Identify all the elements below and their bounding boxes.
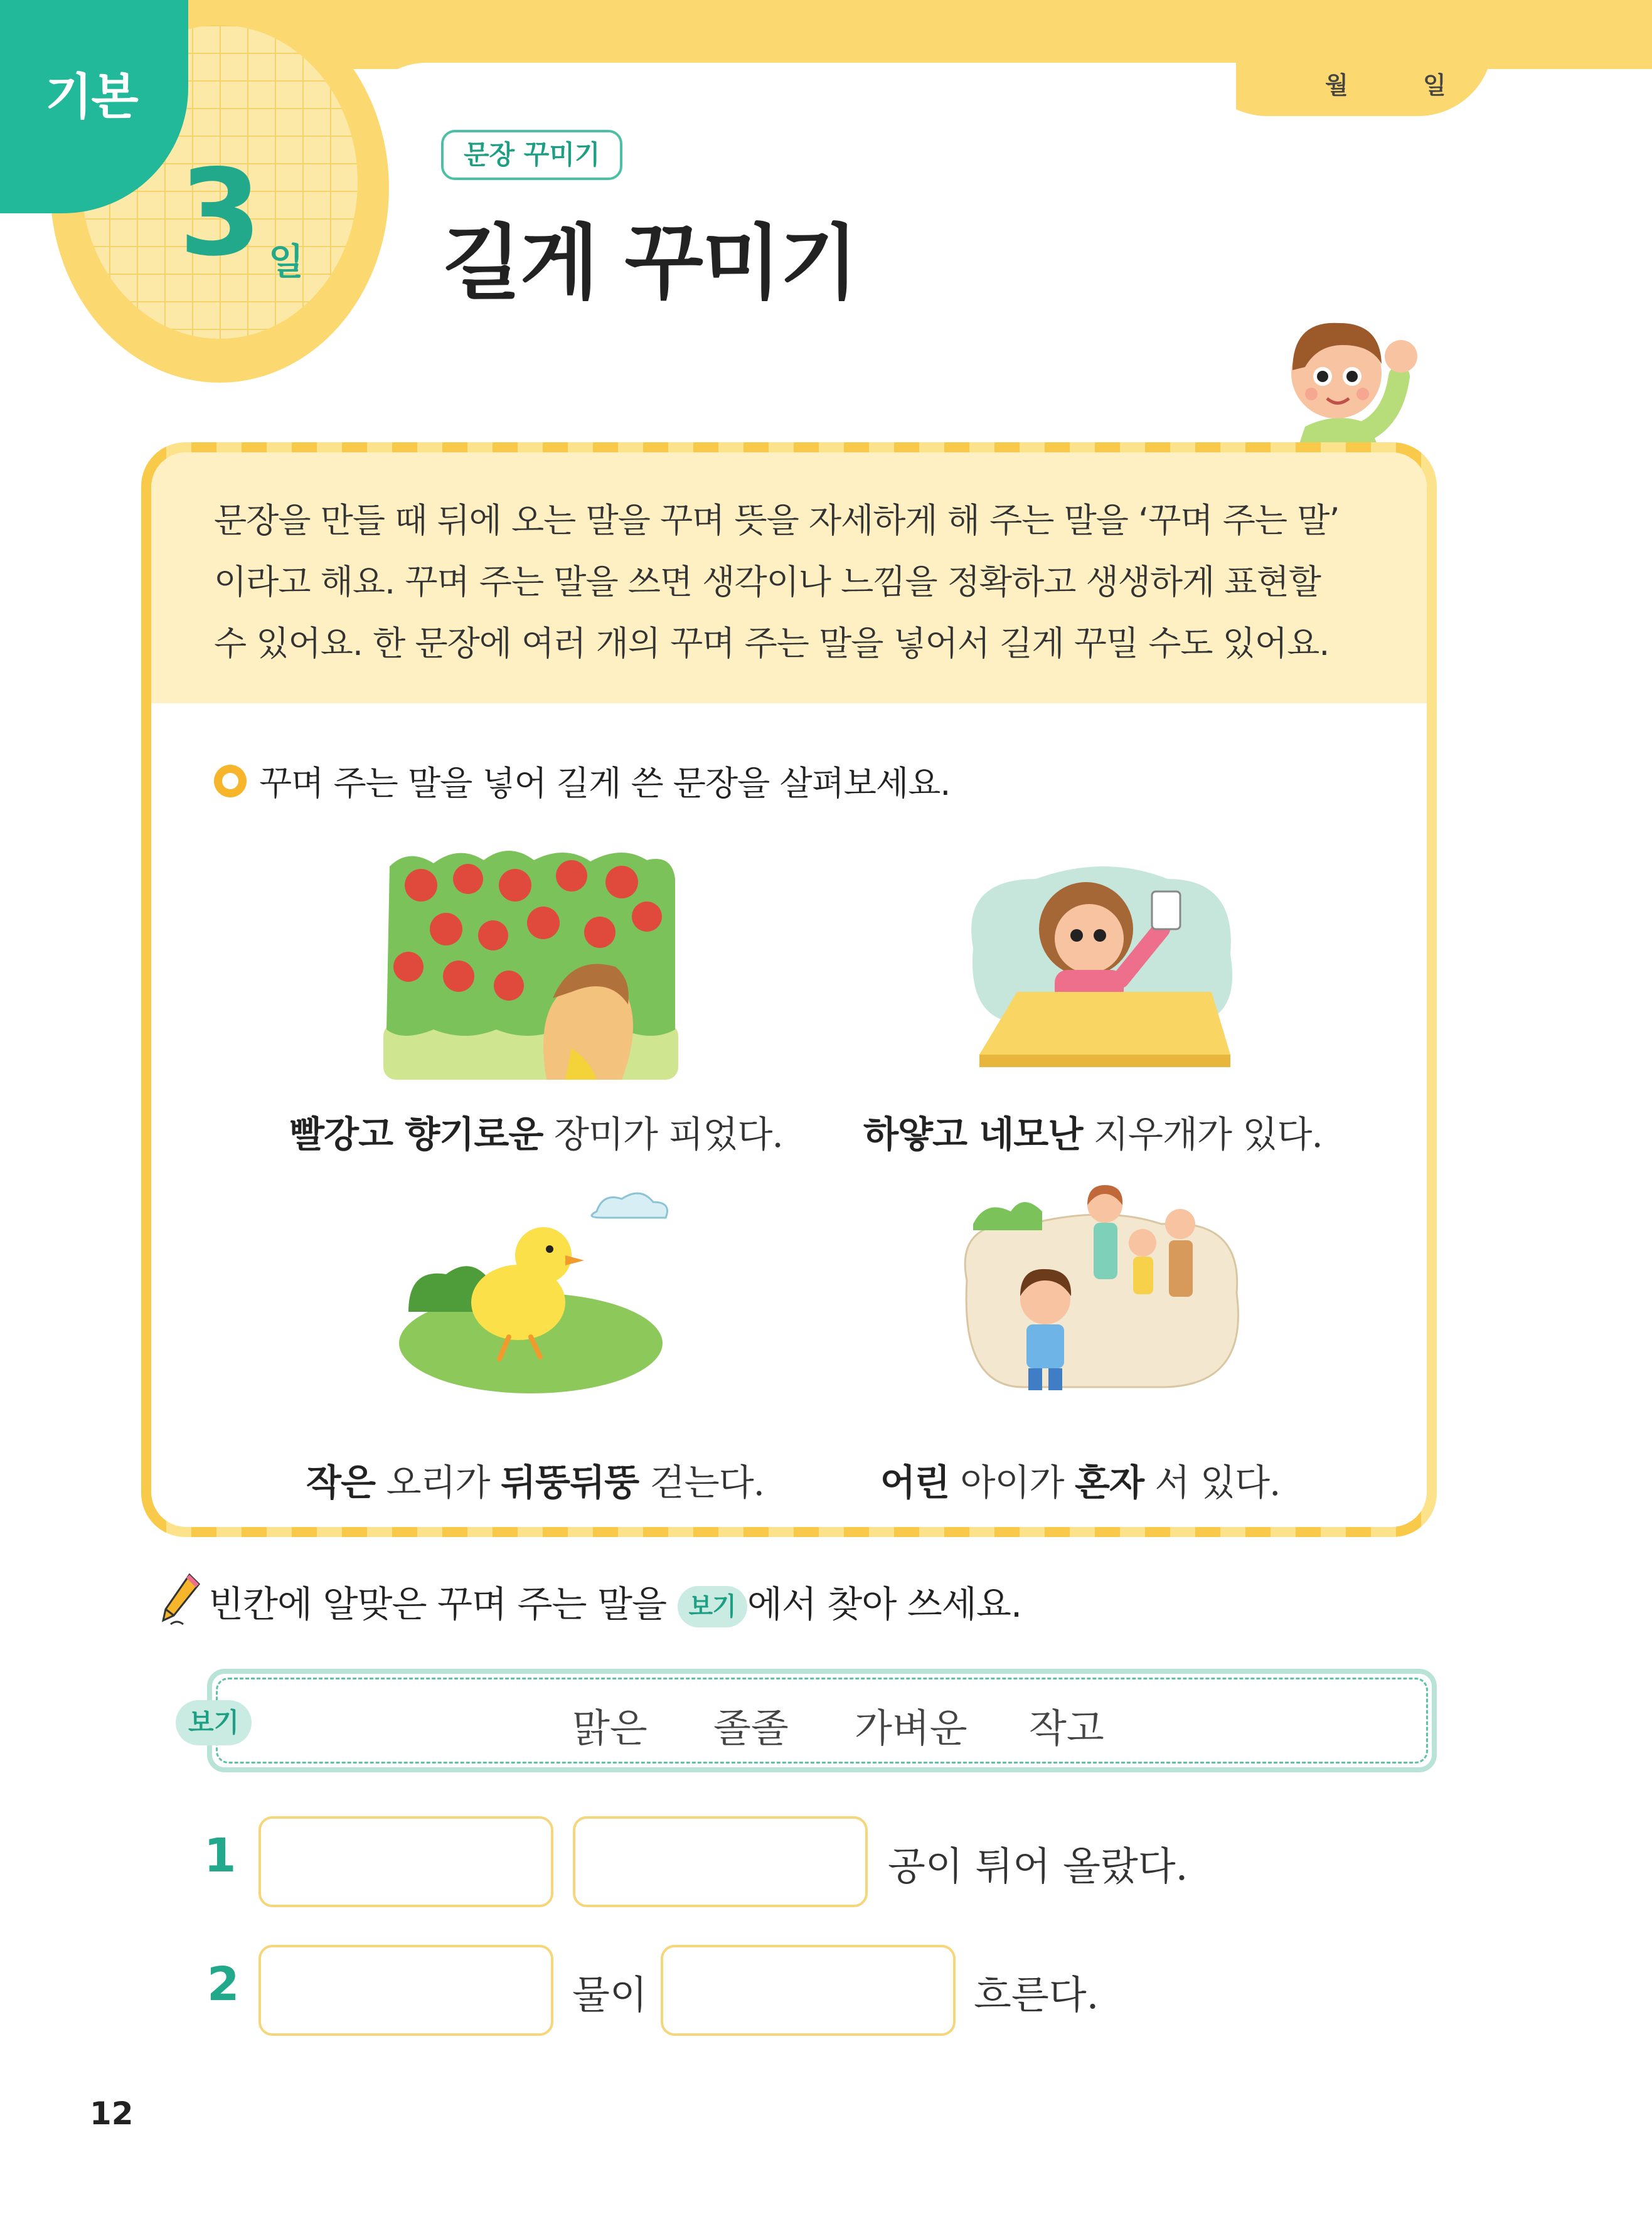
question-text: 공이 튀어 올랐다. xyxy=(888,1843,1188,1889)
instruction-text: 빈칸에 알맞은 꾸며 주는 말을 xyxy=(208,1583,678,1626)
date-month-label: 월 xyxy=(1325,72,1348,99)
example-sentence-3 xyxy=(306,1453,764,1506)
eraser-girl-illustration xyxy=(961,854,1249,1080)
guide-text: 꾸며 주는 말을 넣어 길게 쓴 문장을 살펴보세요. xyxy=(259,764,951,803)
modifier-word: 혼자 xyxy=(1075,1461,1144,1504)
bogi-pill: 보기 xyxy=(678,1586,747,1627)
example-sentence-1 xyxy=(289,1105,783,1157)
example-sentence-2 xyxy=(863,1105,1323,1157)
word-bank-item: 가벼운 xyxy=(855,1705,967,1751)
task-instruction xyxy=(208,1575,1021,1627)
word-bank-border xyxy=(216,1678,1428,1764)
sentence-rest: 걷는다. xyxy=(639,1461,765,1504)
day-unit: 일 xyxy=(269,240,304,283)
sentence-mid: 오리가 xyxy=(375,1461,501,1504)
pencil-icon xyxy=(158,1572,202,1628)
duck-illustration xyxy=(396,1186,678,1393)
question-text: 흐른다. xyxy=(974,1972,1099,2018)
bullet-icon xyxy=(214,765,247,797)
answer-blank-2a[interactable] xyxy=(258,1945,553,2036)
answer-blank-1a[interactable] xyxy=(258,1816,553,1907)
sentence-rest: 서 있다. xyxy=(1144,1461,1281,1504)
explanation-line: 이라고 해요. 꾸며 주는 말을 쓰면 생각이나 느낌을 정확하고 생생하게 표현할 xyxy=(214,562,1321,602)
answer-blank-1b[interactable] xyxy=(573,1816,868,1907)
page-title: 길게 꾸미기 xyxy=(442,215,858,311)
modifier-word: 빨강고 향기로운 xyxy=(289,1113,543,1156)
concept-box xyxy=(141,442,1437,1537)
page-number: 12 xyxy=(90,2095,134,2132)
header-cap xyxy=(358,63,1236,138)
day-number: 3 xyxy=(179,144,262,282)
modifier-word: 뒤뚱뒤뚱 xyxy=(501,1461,639,1504)
modifier-word: 어린 xyxy=(880,1461,950,1504)
concept-explanation xyxy=(214,490,1394,674)
level-label: 기본 xyxy=(45,69,137,125)
concept-inner xyxy=(151,452,1427,1527)
example-sentence-4 xyxy=(880,1453,1281,1506)
word-bank-item: 맑은 xyxy=(572,1705,647,1751)
modifier-word: 하얗고 네모난 xyxy=(863,1113,1083,1156)
question-number: 2 xyxy=(207,1957,240,2011)
answer-blank-2b[interactable] xyxy=(661,1945,956,2036)
word-bank-label: 보기 xyxy=(176,1700,252,1745)
instruction-text: 에서 찾아 쓰세요. xyxy=(747,1583,1022,1626)
child-alone-illustration xyxy=(954,1180,1249,1406)
word-bank-box xyxy=(207,1669,1437,1772)
waving-boy-illustration xyxy=(1267,307,1431,464)
modifier-word: 작은 xyxy=(306,1461,376,1504)
sentence-rest: 지우개가 있다. xyxy=(1082,1113,1323,1156)
rose-garden-illustration xyxy=(383,841,678,1080)
date-day-label: 일 xyxy=(1423,72,1446,99)
explanation-line: 수 있어요. 한 문장에 여러 개의 꾸며 주는 말을 넣어서 길게 꾸밀 수도 있어요. xyxy=(214,624,1330,663)
sentence-mid: 아이가 xyxy=(949,1461,1075,1504)
word-bank-item: 졸졸 xyxy=(713,1705,789,1751)
word-bank-item: 작고 xyxy=(1029,1705,1104,1751)
question-text: 물이 xyxy=(572,1972,647,2018)
sentence-rest: 장미가 피었다. xyxy=(543,1113,783,1156)
topic-tag: 문장 꾸미기 xyxy=(441,130,622,180)
explanation-line: 문장을 만들 때 뒤에 오는 말을 꾸며 뜻을 자세하게 해 주는 말을 ‘꾸며 주는 말’ xyxy=(214,501,1340,540)
question-number: 1 xyxy=(204,1829,237,1883)
